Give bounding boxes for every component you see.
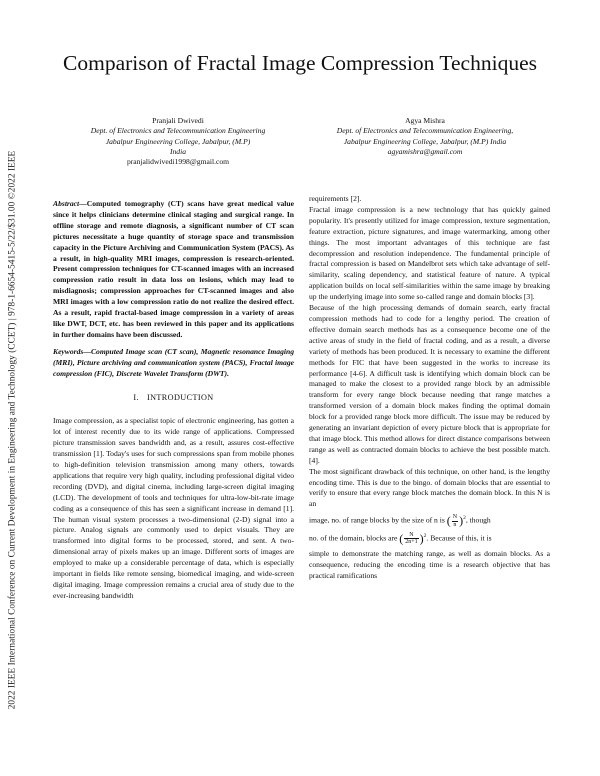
ieee-side-banner [4, 95, 20, 765]
fraction-n-over-n: $\frac{N}{n}$ [452, 514, 458, 528]
abstract [53, 199, 294, 341]
paragraph-requirements: requirements [2]. [309, 194, 362, 203]
paper-title: Comparison of Fractal Image Compression Techniques [63, 51, 537, 75]
abstract-text: —Computed tomography (CT) scans have great medical value since it helps clinicians determine clinical staging and surgical range. In offline storage and remote diagnosis, a significant number of CT scan pictures necessitate a huge quantity of storage space and transmission capacity in the Picture Archiving and Communication System (PACS). As a result, in high-quality MRI images, compression is research-oriented. Present compression techniques for CT-scanned images with an increased compression ratio result in data loss on lesions, which may lead to misdiagnosis; compression approaches for CT-scanned images and also MRI images with a low compression ratio do not realize the desired effect. As a result, rapid fractal-based image compression in a variety of areas like DWT, DCT, etc. has been reviewed in this paper and its applications in further domains have been discussed. [53, 199, 294, 339]
author-name: Pranjali Dwivedi [152, 116, 204, 125]
section-title: INTRODUCTION [146, 392, 214, 402]
section-heading [53, 393, 294, 404]
author-block-2 [305, 116, 545, 157]
paragraph-fractal-intro: Fractal image compression is a new technology that has quickly gained popularity. It's presently utilized for image compression, texture segmentation, feature extraction, picture signatures, and image watermarking, among other things. The most important advantages of this technique are fast decompression and resolution independence. The fundamental principle of fractal compression is based on Mandelbrot sets which take advantage of self-similarity, scaling dependency, and statistical feature of nature. A typical application builds on local self-similarities within the same image by breaking up the underlying image into some so-called range and domain blocks [3]. [309, 204, 550, 302]
abstract-label: Abstract [53, 199, 80, 208]
author-name: Agya Mishra [405, 116, 445, 125]
author-country: India [169, 146, 187, 156]
author-email: agyamishra@gmail.com [387, 146, 463, 156]
right-column [309, 194, 550, 582]
left-column [53, 199, 294, 602]
keywords: Keywords—Computed Image scan (CT scan), Magnetic resonance Imaging (MRI), Picture archiving and communication system (PACS), Fractal image compression (FIC), Discrete Wavelet Transform (DWT). [53, 346, 294, 378]
author-department: Dept. of Electronics and Telecommunication Engineering [90, 126, 266, 136]
paragraph-domain-search: Because of the high processing demands of domain search, early fractal compression methods had to code for a lengthy period. The creation of effective domain search methods has as a consequence become one of the active areas of study in the field of fractal coding, and as a result, a diverse variety of methods has been produced. It is necessary to examine the different methods for FIC that have been suggested in the works to increase its performance [4-6]. A difficult task is identifying which domain block can be managed to make the closest to a provided range block by an admissible transform for every range block because needing that range matches a transformed version of a domain block makes finding the optimal domain block for a provided range block more difficult. The issue may be reduced by generating an invariant depiction of every picture block that is appropriate for that image block. This method allows for direct distance comparisons between range as well as contracted domain blocks to achieve the best possible match. [4]. [309, 303, 550, 465]
author-college: Jabalpur Engineering College, Jabalpur, (M.P) India [343, 136, 507, 146]
paragraph-encoding-time: simple to demonstrate the matching range, as well as domain blocks. As a consequence, reducing the encoding time is a research objective that has practical ramifications [309, 548, 550, 580]
fraction-n-over-2n1: $\frac{N}{2n+1}$ [405, 531, 418, 546]
author-block-1 [58, 116, 298, 167]
paragraph-domain-equation: no. of the domain, blocks are ( $\frac{N}{2n+1}$ )$^2$. Because of this, it is [309, 531, 492, 546]
paragraph-drawback: The most significant drawback of this technique, on other hand, is the lengthy encoding time. This is due to the bingo. of domain blocks that are essential to verify to ensure that every range block matches the domain block. In this N is an [309, 466, 550, 509]
author-department: Dept. of Electronics and Telecommunication Engineering, [336, 126, 514, 136]
author-college: Jabalpur Engineering College, Jabalpur, (M.P) [105, 136, 251, 146]
paragraph-range-equation: image, no. of range blocks by the size of n is ( $\frac{N}{n}$ )$^2$, though [309, 513, 491, 528]
introduction-paragraph: Image compression, as a specialist topic of electronic engineering, has gotten a lot of interest recently due to its wide range of applications. Compressed picture transmission saves bandwidth and, as a result, assures cost-effective transmission [1]. Today's uses for such compressions span from mobile phones to high-definition television transmission among many others, towards applications that require very high quality, including professional digital video recording (DVD), and digital cinema, including large-screen digital imaging (LCD). The development of tools and techniques for ultra-low-bit-rate image coding as a consequence of this has seen a significant increase in demand [1]. The human visual system processes a two-dimensional (2-D) signal into a picture. Analog signals are commonly used to depict visuals. They are transformed into digital forms to be processed, stored, and sent. A two-dimensional array of pixels makes up an image. Different sorts of images are employed to make up a considerable percentage of data, which is especially important in fields like remote sensing, biomedical imaging, and wide-screen digital imaging. Image compression remains a crucial area of study due to the ever-increasing bandwidth [53, 416, 294, 600]
conference-copyright-text: 2022 IEEE International Conference on Current Development in Engineering and Technology (CCET) | 978-1-6654-5415-5/22/$31.00 ©2022 IEEE [7, 150, 17, 710]
section-number: I. [133, 392, 139, 402]
author-email: pranjalidwivedi1998@gmail.com [126, 157, 230, 167]
